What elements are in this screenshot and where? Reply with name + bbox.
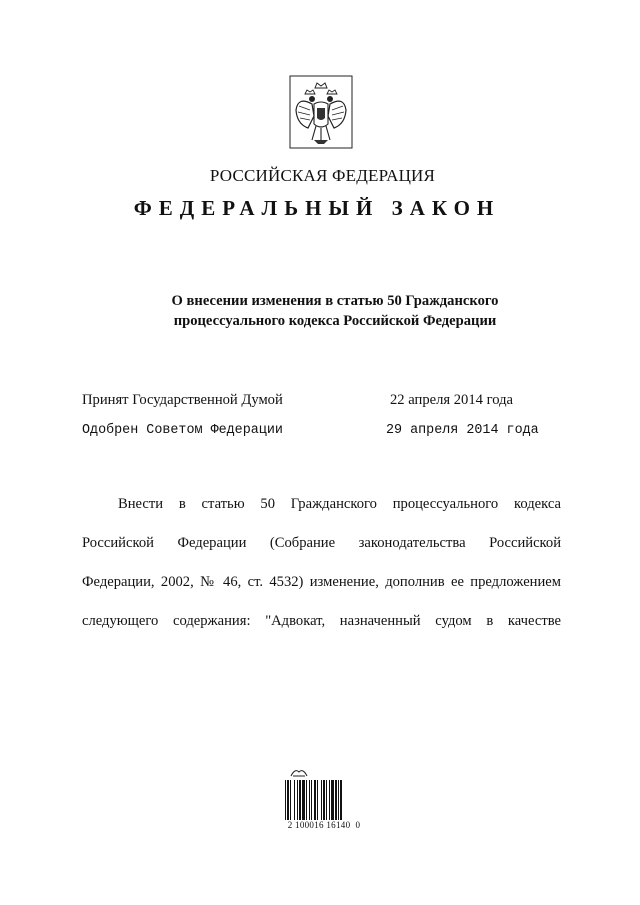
law-body-text — [82, 495, 561, 651]
adoption-date: 29 апреля 2014 года — [386, 423, 539, 438]
adoption-row-council — [82, 423, 552, 445]
law-title-line: процессуального кодекса Российской Федерации — [173, 313, 497, 329]
barcode-number: 2 100016 16140 0 — [287, 820, 361, 830]
russian-coat-of-arms-icon — [288, 74, 354, 150]
body-line: Внести в статью 50 Гражданского процессуального кодекса — [118, 496, 561, 512]
body-line: Федерации, 2002, № 46, ст. 4532) изменение, дополнив ее предложением — [82, 574, 561, 590]
country-heading: РОССИЙСКАЯ ФЕДЕРАЦИЯ — [209, 166, 436, 185]
adoption-date: 22 апреля 2014 года — [390, 392, 513, 408]
adoption-label: Принят Государственной Думой — [82, 392, 283, 408]
body-line: следующего содержания: "Адвокат, назначенный судом в качестве — [82, 613, 561, 629]
adoption-label: Одобрен Советом Федерации — [82, 423, 283, 438]
adoption-row-duma — [82, 392, 552, 414]
law-title-line: О внесении изменения в статью 50 Гражданского — [171, 293, 499, 309]
barcode — [283, 766, 365, 836]
law-type-heading: ФЕДЕРАЛЬНЫЙ ЗАКОН — [133, 196, 501, 220]
law-title — [150, 291, 520, 331]
barcode-emblem-icon — [289, 766, 309, 778]
body-line: Российской Федерации (Собрание законодательства Российской — [82, 535, 561, 551]
